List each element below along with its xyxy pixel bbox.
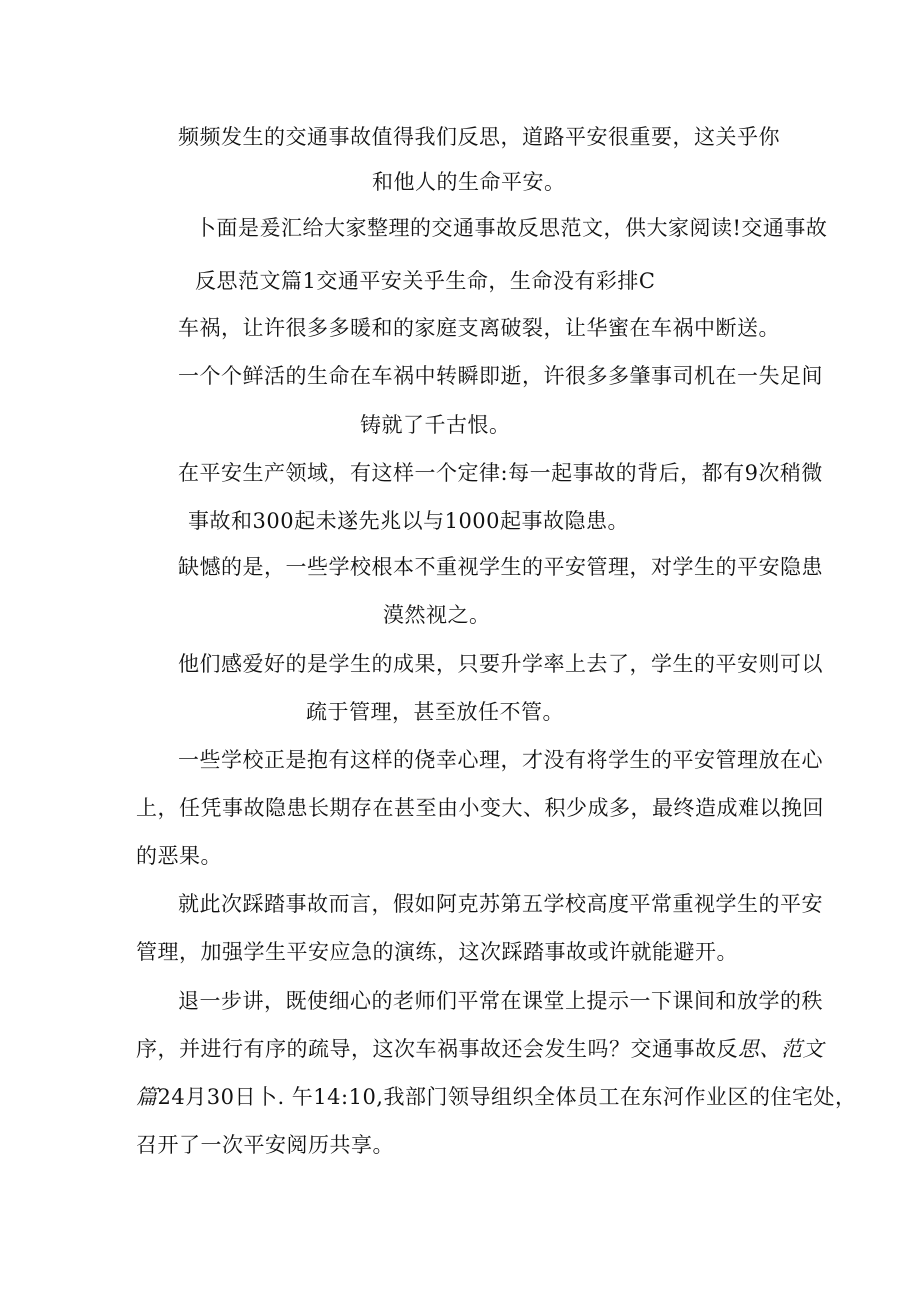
paragraph-line-4: 反思范文篇1交通平安关乎生命，生命没有彩排C [195, 269, 656, 293]
paragraph-line-14: 一些学校正是抱有这样的侥幸心理，才没有将学生的平安管理放在心 [178, 748, 823, 772]
paragraph-line-22: 召开了一次平安阅历共享。 [136, 1133, 394, 1157]
paragraph-line-11: 漠然视之。 [383, 603, 491, 627]
paragraph-line-15: 上，任凭事故隐患长期存在甚至由小变大、积少成多，最终造成难以挽回 [136, 796, 824, 820]
paragraph-line-18: 管理，加强学生平安应急的演练，这次踩踏事故或许就能避开。 [136, 940, 738, 964]
paragraph-line-1: 频频发生的交通事故值得我们反思，道路平安很重要，这关乎你 [178, 125, 780, 149]
paragraph-line-21 [136, 1082, 857, 1112]
paragraph-line-20-main: 序，并进行有序的疏导，这次车祸事故还会发生吗？交通事故反 [136, 1037, 738, 1061]
paragraph-line-17: 就此次踩踏事故而言，假如阿克苏第五学校高度平常重视学生的平安 [178, 892, 823, 916]
paragraph-line-8: 在平安生产领域，有这样一个定律:每一起事故的背后，都有9次稍微 [178, 461, 823, 485]
paragraph-line-7: 铸就了千古恨。 [360, 413, 511, 437]
paragraph-line-3: 卜面是爰汇给大家整理的交通事故反思范文，供大家阅读!交通事故 [195, 216, 828, 240]
paragraph-line-20-italic: 思、范文 [738, 1037, 824, 1061]
paragraph-line-5: 车祸，让许很多多暖和的家庭支离破裂，让华蜜在车祸中断送。 [178, 316, 780, 340]
paragraph-line-6: 一个个鲜活的生命在车祸中转瞬即逝，许很多多肇事司机在一失足间 [178, 364, 823, 388]
paragraph-line-10: 缺憾的是，一些学校根本不重视学生的平安管理，对学生的平安隐患 [178, 555, 823, 579]
paragraph-line-2: 和他人的生命平安。 [372, 170, 566, 194]
paragraph-line-9: 事故和300起未遂先兆以与1000起事故隐患。 [188, 509, 630, 533]
paragraph-line-19: 退一步讲，既使细心的老师们平常在课堂上提示一下课间和放学的秩 [178, 989, 823, 1013]
paragraph-line-12: 他们感爱好的是学生的成果，只要升学率上去了，学生的平安则可以 [178, 652, 823, 676]
paragraph-line-21-main: 24月30日卜. 午14:10,我部门领导组织全体员工在东河作业区的住宅处， [157, 1085, 857, 1109]
paragraph-line-20 [136, 1034, 824, 1064]
paragraph-line-21-italic: 篇 [136, 1085, 158, 1109]
paragraph-line-13: 疏于管理，甚至放任不管。 [306, 700, 564, 724]
paragraph-line-16: 的恶果。 [136, 844, 222, 868]
